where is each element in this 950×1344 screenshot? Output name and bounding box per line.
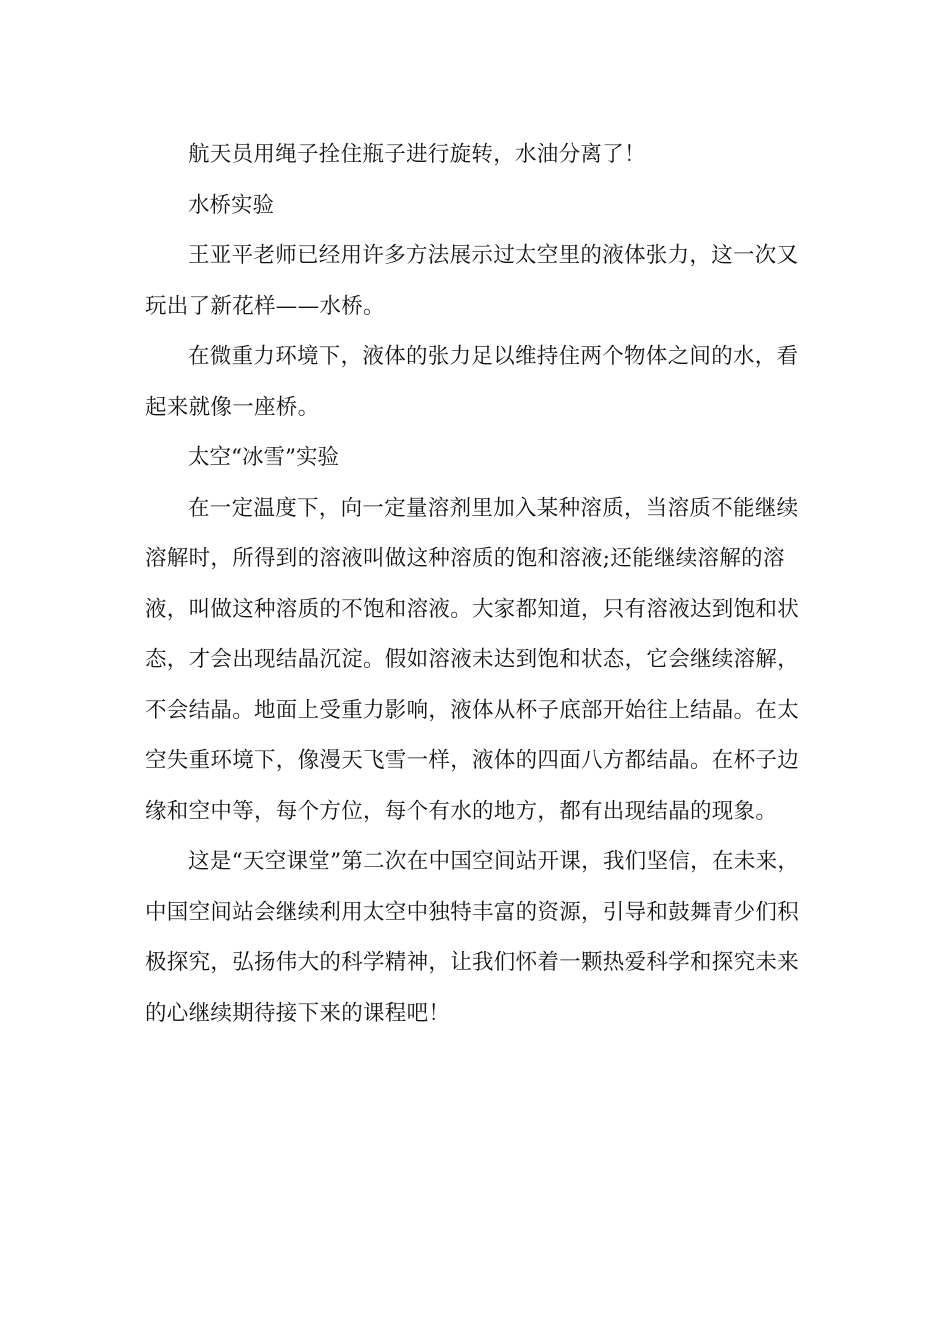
- paragraph-crystallization: 在一定温度下，向一定量溶剂里加入某种溶质，当溶质不能继续溶解时，所得到的溶液叫做这种溶质的饱和溶液;还能继续溶解的溶液，叫做这种溶质的不饱和溶液。大家都知道，只有溶液达到饱和状态，才会出现结晶沉淀。假如溶液未达到饱和状态，它会继续溶解，不会结晶。地面上受重力影响，液体从杯子底部开始往上结晶。在太空失重环境下，像漫天飞雪一样，液体的四面八方都结晶。在杯子边缘和空中等，每个方位，每个有水的地方，都有出现结晶的现象。: [145, 495, 800, 824]
- section-heading-water-bridge: 水桥实验: [188, 192, 275, 218]
- paragraph-water-oil-separation: 航天员用绳子拴住瓶子进行旋转，水油分离了！: [188, 142, 646, 167]
- paragraph-water-bridge-explanation: 在微重力环境下，液体的张力足以维持住两个物体之间的水，看起来就像一座桥。: [145, 344, 799, 420]
- paragraph-conclusion: 这是“天空课堂”第二次在中国空间站开课，我们坚信，在未来，中国空间站会继续利用太空中独特丰富的资源，引导和鼓舞青少们积极探究，弘扬伟大的科学精神，让我们怀着一颗热爱科学和探究未来的心继续期待接下来的课程吧！: [145, 849, 800, 1026]
- section-heading-ice-snow: 太空“冰雪”实验: [188, 445, 339, 470]
- article-body: [145, 130, 815, 1039]
- paragraph-water-bridge-intro: 王亚平老师已经用许多方法展示过太空里的液体张力，这一次又玩出了新花样——水桥。: [145, 243, 799, 319]
